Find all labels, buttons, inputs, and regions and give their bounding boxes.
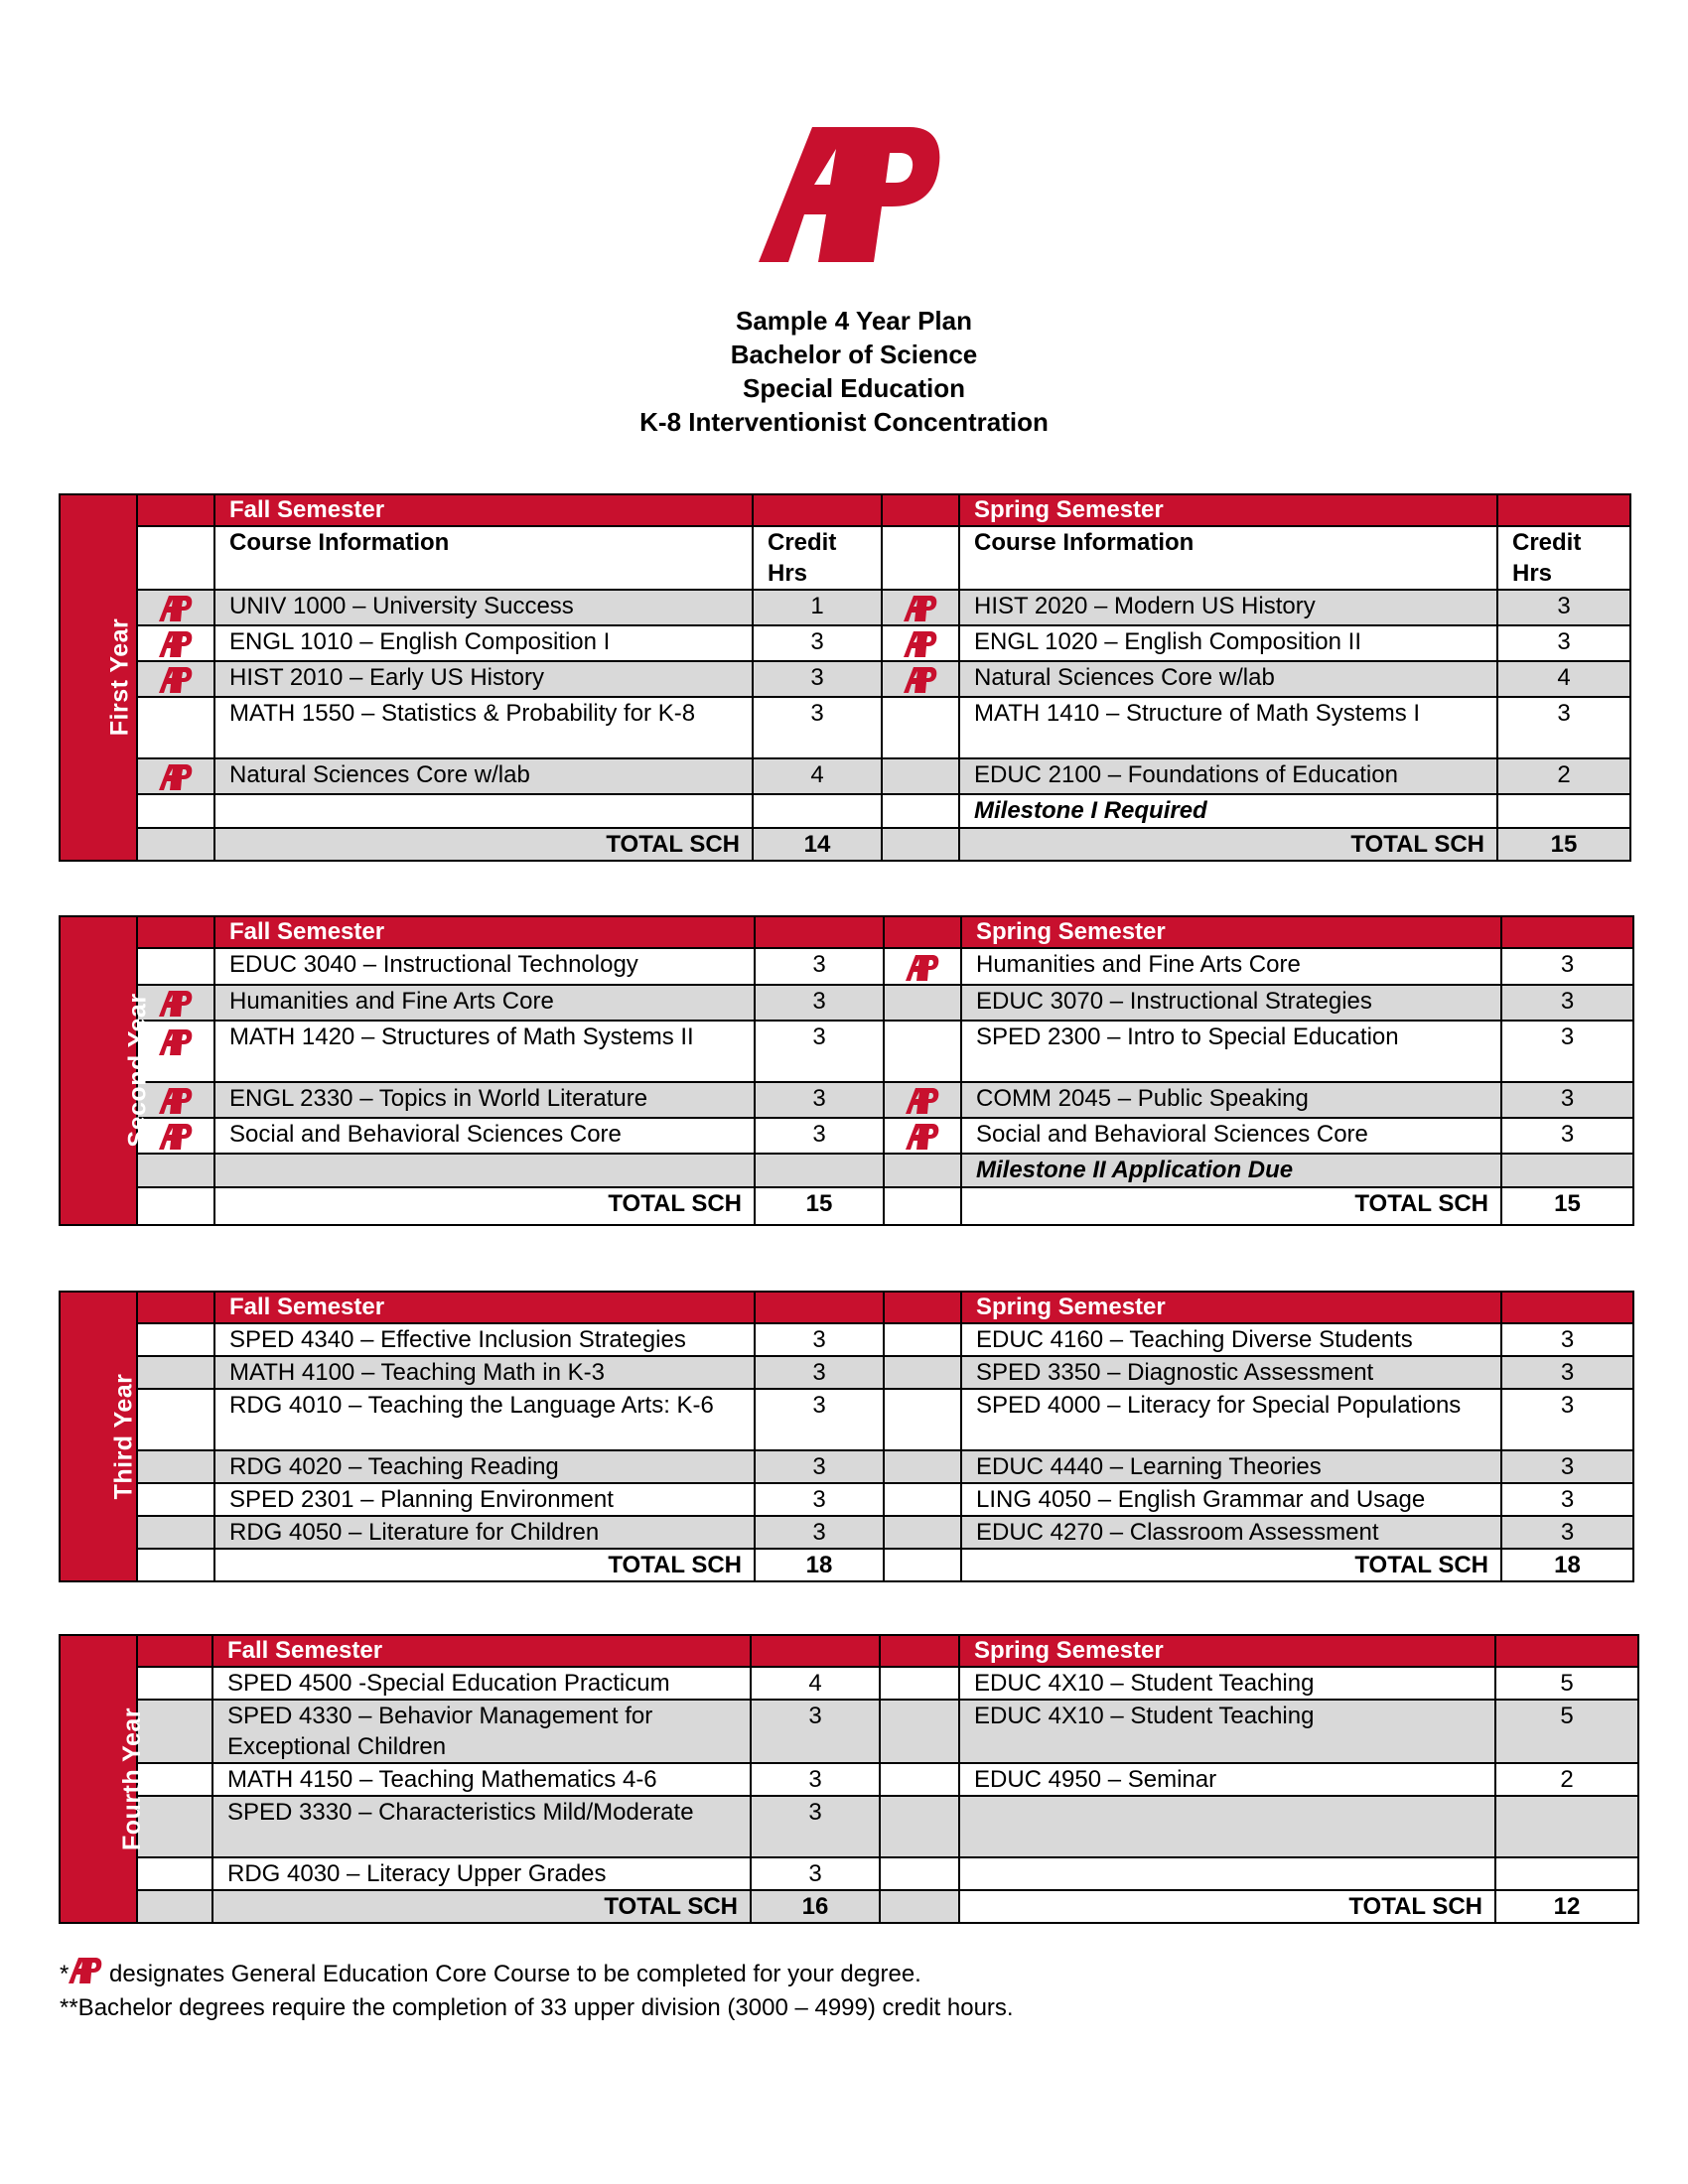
credit-cell: 3 [1501, 1021, 1633, 1082]
course-cell: EDUC 4950 – Seminar [959, 1763, 1495, 1796]
course-cell: Natural Sciences Core w/lab [959, 661, 1497, 697]
credit-cell: 3 [751, 1700, 880, 1763]
credit-cell: 1 [753, 590, 882, 625]
spring-total: 15 [1501, 1187, 1633, 1225]
credit-cell: 3 [755, 1118, 884, 1154]
credit-cell: 3 [755, 1082, 884, 1118]
course-cell [959, 1857, 1495, 1890]
course-info-header: Course Information [959, 526, 1497, 590]
credit-cell: 3 [1501, 1323, 1633, 1356]
total-sch-label: TOTAL SCH [214, 1187, 755, 1225]
credit-cell: 4 [753, 758, 882, 794]
credit-cell: 3 [1501, 1389, 1633, 1450]
credit-cell: 4 [1497, 661, 1630, 697]
credit-hrs-header: Credit Hrs [1497, 526, 1630, 590]
credit-cell: 3 [1497, 590, 1630, 625]
course-cell: RDG 4030 – Literacy Upper Grades [212, 1857, 751, 1890]
course-info-header: Course Information [214, 526, 753, 590]
gen-ed-core-icon [159, 631, 193, 657]
total-sch-label: TOTAL SCH [959, 828, 1497, 861]
course-cell: SPED 2300 – Intro to Special Education [961, 1021, 1501, 1082]
total-sch-label: TOTAL SCH [959, 1890, 1495, 1923]
course-cell: SPED 4500 -Special Education Practicum [212, 1667, 751, 1700]
course-cell: EDUC 3040 – Instructional Technology [214, 948, 755, 985]
footnote-core-text: designates General Education Core Course to be completed for your degree. [102, 1961, 921, 1987]
footnote-core [60, 1958, 921, 1991]
document-title [0, 304, 1688, 439]
gen-ed-core-icon [906, 955, 939, 981]
course-cell: RDG 4010 – Teaching the Language Arts: K-6 [214, 1389, 755, 1450]
course-cell: Social and Behavioral Sciences Core [961, 1118, 1501, 1154]
course-cell: Humanities and Fine Arts Core [214, 985, 755, 1021]
spring-semester-header: Spring Semester [959, 1635, 1495, 1667]
credit-cell: 3 [751, 1763, 880, 1796]
credit-cell [1495, 1796, 1638, 1857]
gen-ed-core-icon [159, 991, 193, 1017]
credit-cell: 3 [1501, 1450, 1633, 1483]
title-line-2: Bachelor of Science [730, 340, 978, 369]
course-cell: SPED 3350 – Diagnostic Assessment [961, 1356, 1501, 1389]
credit-cell: 3 [1501, 1516, 1633, 1549]
fourth-year-table [59, 1634, 1639, 1924]
credit-cell [1495, 1857, 1638, 1890]
total-sch-label: TOTAL SCH [961, 1187, 1501, 1225]
gen-ed-core-icon [159, 1124, 193, 1150]
credit-cell: 3 [755, 1323, 884, 1356]
year-label: Third Year [60, 1292, 137, 1581]
gen-ed-core-icon [906, 1124, 939, 1150]
course-cell: Humanities and Fine Arts Core [961, 948, 1501, 985]
gen-ed-core-icon [904, 596, 937, 621]
course-cell: ENGL 2330 – Topics in World Literature [214, 1082, 755, 1118]
fall-semester-header: Fall Semester [214, 494, 753, 526]
credit-cell: 3 [1501, 1356, 1633, 1389]
gen-ed-core-icon [904, 631, 937, 657]
title-line-4: K-8 Interventionist Concentration [639, 407, 1049, 437]
total-sch-label: TOTAL SCH [961, 1549, 1501, 1581]
course-cell: EDUC 4440 – Learning Theories [961, 1450, 1501, 1483]
credit-cell: 3 [755, 1483, 884, 1516]
credit-cell: 4 [751, 1667, 880, 1700]
total-sch-label: TOTAL SCH [214, 1549, 755, 1581]
course-cell: HIST 2020 – Modern US History [959, 590, 1497, 625]
credit-cell: 3 [753, 661, 882, 697]
credit-cell: 5 [1495, 1700, 1638, 1763]
fall-total: 14 [753, 828, 882, 861]
spring-semester-header: Spring Semester [961, 1292, 1501, 1323]
course-cell: MATH 4100 – Teaching Math in K-3 [214, 1356, 755, 1389]
footnote-upper-division: **Bachelor degrees require the completion of 33 upper division (3000 – 4999) credit hours. [60, 1994, 1014, 2021]
course-cell: EDUC 2100 – Foundations of Education [959, 758, 1497, 794]
course-cell: ENGL 1020 – English Composition II [959, 625, 1497, 661]
course-cell: UNIV 1000 – University Success [214, 590, 753, 625]
title-line-1: Sample 4 Year Plan [736, 306, 972, 336]
course-cell: RDG 4050 – Literature for Children [214, 1516, 755, 1549]
gen-ed-core-icon [906, 1088, 939, 1114]
credit-cell: 5 [1495, 1667, 1638, 1700]
course-cell: COMM 2045 – Public Speaking [961, 1082, 1501, 1118]
spring-total: 18 [1501, 1549, 1633, 1581]
course-cell: EDUC 4270 – Classroom Assessment [961, 1516, 1501, 1549]
milestone-note: Milestone I Required [959, 794, 1497, 828]
credit-cell: 3 [1501, 1118, 1633, 1154]
spring-total: 12 [1495, 1890, 1638, 1923]
course-cell: Natural Sciences Core w/lab [214, 758, 753, 794]
credit-cell: 3 [1501, 985, 1633, 1021]
course-cell: EDUC 3070 – Instructional Strategies [961, 985, 1501, 1021]
credit-hrs-header: Credit Hrs [753, 526, 882, 590]
credit-cell: 3 [1501, 1082, 1633, 1118]
first-year-table [59, 493, 1631, 862]
year-label: First Year [60, 494, 137, 861]
credit-cell: 3 [751, 1857, 880, 1890]
total-sch-label: TOTAL SCH [212, 1890, 751, 1923]
credit-cell: 3 [1501, 1483, 1633, 1516]
fall-semester-header: Fall Semester [214, 916, 755, 948]
title-line-3: Special Education [743, 373, 965, 403]
course-cell: HIST 2010 – Early US History [214, 661, 753, 697]
year-label: Fourth Year [60, 1635, 137, 1923]
milestone-note: Milestone II Application Due [961, 1154, 1501, 1187]
spring-semester-header: Spring Semester [961, 916, 1501, 948]
fall-semester-header: Fall Semester [214, 1292, 755, 1323]
ap-logo-icon [759, 127, 937, 262]
course-cell: MATH 1550 – Statistics & Probability for K-8 [214, 697, 753, 758]
course-cell: RDG 4020 – Teaching Reading [214, 1450, 755, 1483]
course-cell: SPED 4340 – Effective Inclusion Strategies [214, 1323, 755, 1356]
course-cell [959, 1796, 1495, 1857]
course-cell: EDUC 4X10 – Student Teaching [959, 1700, 1495, 1763]
credit-cell: 3 [1501, 948, 1633, 985]
credit-cell: 3 [753, 625, 882, 661]
gen-ed-core-icon [159, 1029, 193, 1055]
second-year-table [59, 915, 1634, 1226]
credit-cell: 3 [755, 1389, 884, 1450]
spring-total: 15 [1497, 828, 1630, 861]
gen-ed-core-icon [159, 764, 193, 790]
gen-ed-core-icon [159, 1088, 193, 1114]
credit-cell: 3 [755, 985, 884, 1021]
credit-cell: 3 [755, 1356, 884, 1389]
credit-cell: 2 [1495, 1763, 1638, 1796]
credit-cell: 2 [1497, 758, 1630, 794]
credit-cell: 3 [755, 948, 884, 985]
credit-cell: 3 [751, 1796, 880, 1857]
credit-cell: 3 [1497, 625, 1630, 661]
course-cell: Social and Behavioral Sciences Core [214, 1118, 755, 1154]
credit-cell: 3 [753, 697, 882, 758]
gen-ed-core-icon [159, 596, 193, 621]
course-cell: SPED 2301 – Planning Environment [214, 1483, 755, 1516]
course-cell: ENGL 1010 – English Composition I [214, 625, 753, 661]
total-sch-label: TOTAL SCH [214, 828, 753, 861]
course-cell: SPED 4000 – Literacy for Special Populations [961, 1389, 1501, 1450]
course-cell: MATH 1410 – Structure of Math Systems I [959, 697, 1497, 758]
fall-total: 18 [755, 1549, 884, 1581]
course-cell: EDUC 4X10 – Student Teaching [959, 1667, 1495, 1700]
year-label: Second Year [60, 916, 137, 1225]
fall-total: 15 [755, 1187, 884, 1225]
course-cell: SPED 4330 – Behavior Management for Exceptional Children [212, 1700, 751, 1763]
course-cell: SPED 3330 – Characteristics Mild/Moderate [212, 1796, 751, 1857]
course-cell: EDUC 4160 – Teaching Diverse Students [961, 1323, 1501, 1356]
course-cell: LING 4050 – English Grammar and Usage [961, 1483, 1501, 1516]
course-cell: MATH 1420 – Structures of Math Systems II [214, 1021, 755, 1082]
gen-ed-core-icon [904, 667, 937, 693]
spring-semester-header: Spring Semester [959, 494, 1497, 526]
credit-cell: 3 [755, 1450, 884, 1483]
credit-cell: 3 [1497, 697, 1630, 758]
course-cell [214, 794, 753, 828]
credit-cell: 3 [755, 1516, 884, 1549]
third-year-table [59, 1291, 1634, 1582]
gen-ed-core-icon [159, 667, 193, 693]
asterisk: * [60, 1961, 70, 1987]
course-cell: MATH 4150 – Teaching Mathematics 4-6 [212, 1763, 751, 1796]
fall-semester-header: Fall Semester [212, 1635, 751, 1667]
fall-total: 16 [751, 1890, 880, 1923]
gen-ed-core-icon [69, 1958, 102, 1983]
course-cell [214, 1154, 755, 1187]
credit-cell: 3 [755, 1021, 884, 1082]
